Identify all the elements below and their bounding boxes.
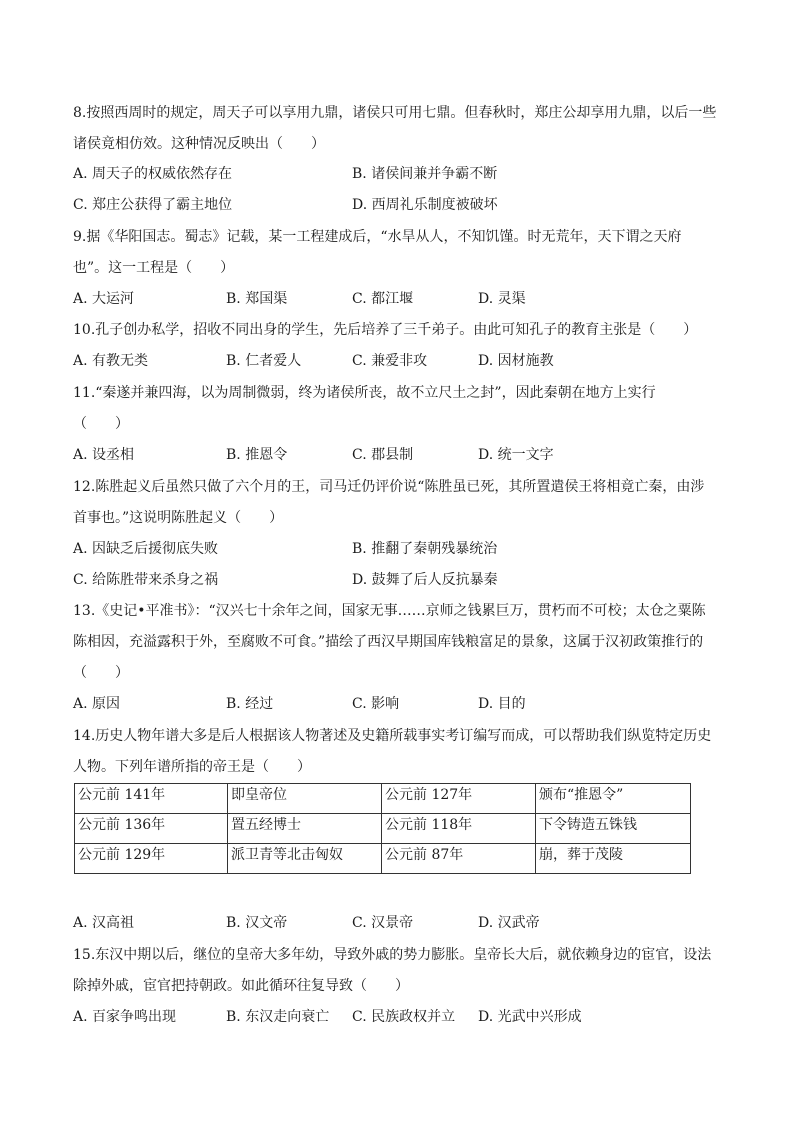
q9-option-a: A. 大运河 — [73, 291, 135, 307]
q14-option-d: D. 汉武帝 — [478, 915, 540, 931]
q8-option-a: A. 周天子的权威依然存在 — [73, 166, 233, 182]
q9-option-d: D. 灵渠 — [478, 291, 526, 307]
chronology-table — [74, 783, 691, 874]
q10-option-a: A. 有教无类 — [73, 353, 149, 369]
q12-stem-line2: 首事也。”这说明陈胜起义（ ） — [73, 510, 284, 526]
q8-option-d: D. 西周礼乐制度被破坏 — [352, 197, 498, 213]
q8-stem-line2: 诸侯竟相仿效。这种情况反映出（ ） — [73, 136, 325, 152]
q15-option-c: C. 民族政权并立 — [352, 1009, 456, 1025]
table-cell: 下令铸造五铢钱 — [536, 814, 691, 844]
table-row — [75, 784, 691, 814]
q12-option-d: D. 鼓舞了后人反抗暴秦 — [352, 572, 498, 588]
q14-option-b: B. 汉文帝 — [226, 915, 288, 931]
q12-option-a: A. 因缺乏后援彻底失败 — [73, 541, 219, 557]
q13-stem-line1: 13.《史记•平准书》：“汉兴七十余年之间，国家无事……京师之钱累巨万，贯朽而不可校；太仓之粟陈 — [73, 603, 706, 619]
q13-option-c: C. 影响 — [352, 696, 400, 712]
q11-option-b: B. 推恩令 — [226, 447, 288, 463]
table-cell: 公元前 118年 — [382, 814, 536, 844]
q15-option-d: D. 光武中兴形成 — [478, 1009, 582, 1025]
table-cell: 公元前 136年 — [75, 814, 228, 844]
q13-stem-line3: （ ） — [73, 665, 129, 681]
table-cell: 公元前 129年 — [75, 844, 228, 874]
table-cell: 即皇帝位 — [228, 784, 382, 814]
q8-option-b: B. 诸侯间兼并争霸不断 — [352, 166, 498, 182]
q14-stem-line2: 人物。下列年谱所指的帝王是（ ） — [73, 759, 311, 775]
q13-option-d: D. 目的 — [478, 696, 526, 712]
table-row — [75, 844, 691, 874]
q12-option-c: C. 给陈胜带来杀身之祸 — [73, 572, 219, 588]
q13-option-a: A. 原因 — [73, 696, 121, 712]
table-cell: 公元前 141年 — [75, 784, 228, 814]
q8-option-c: C. 郑庄公获得了霸主地位 — [73, 197, 233, 213]
q10-stem-line1: 10.孔子创办私学，招收不同出身的学生，先后培养了三千弟子。由此可知孔子的教育主张是（ ） — [73, 322, 698, 338]
q9-stem-line2: 也”。这一工程是（ ） — [73, 260, 235, 276]
q8-stem-line1: 8.按照西周时的规定，周天子可以享用九鼎，诸侯只可用七鼎。但春秋时，郑庄公却享用九鼎，以后一些 — [73, 105, 717, 121]
q9-option-c: C. 都江堰 — [352, 291, 414, 307]
table-row — [75, 814, 691, 844]
table-cell: 派卫青等北击匈奴 — [228, 844, 382, 874]
table-cell: 颁布“推恩令” — [536, 784, 691, 814]
q14-stem-line1: 14.历史人物年谱大多是后人根据该人物著述及史籍所载事实考订编写而成，可以帮助我们纵览特定历史 — [73, 728, 712, 744]
q11-option-c: C. 郡县制 — [352, 447, 414, 463]
q15-stem-line2: 除掉外戚，宦官把持朝政。如此循环往复导致（ ） — [73, 978, 409, 994]
q14-option-a: A. 汉高祖 — [73, 915, 135, 931]
table-cell: 崩，葬于茂陵 — [536, 844, 691, 874]
q13-stem-line2: 陈相因，充溢露积于外，至腐败不可食。”描绘了西汉早期国库钱粮富足的景象，这属于汉初政策推行的 — [73, 634, 704, 650]
table-cell: 置五经博士 — [228, 814, 382, 844]
q15-stem-line1: 15.东汉中期以后，继位的皇帝大多年幼，导致外戚的势力膨胀。皇帝长大后，就依赖身边的宦官，设法 — [73, 947, 712, 963]
q14-option-c: C. 汉景帝 — [352, 915, 414, 931]
q15-option-a: A. 百家争鸣出现 — [73, 1009, 177, 1025]
q11-option-a: A. 设丞相 — [73, 447, 135, 463]
q13-option-b: B. 经过 — [226, 696, 274, 712]
q10-option-c: C. 兼爱非攻 — [352, 353, 428, 369]
q15-option-b: B. 东汉走向衰亡 — [226, 1009, 330, 1025]
q9-stem-line1: 9.据《华阳国志。蜀志》记载，某一工程建成后，“水旱从人，不知饥馑。时无荒年，天下谓之天府 — [73, 229, 682, 245]
q12-option-b: B. 推翻了秦朝残暴统治 — [352, 541, 498, 557]
q10-option-d: D. 因材施教 — [478, 353, 554, 369]
q11-option-d: D. 统一文字 — [478, 447, 554, 463]
q9-option-b: B. 郑国渠 — [226, 291, 288, 307]
q10-option-b: B. 仁者爱人 — [226, 353, 302, 369]
table-cell: 公元前 127年 — [382, 784, 536, 814]
q12-stem-line1: 12.陈胜起义后虽然只做了六个月的王，司马迁仍评价说“陈胜虽已死，其所置遣侯王将相竟亡秦，由涉 — [73, 479, 705, 495]
q11-stem-line1: 11.“秦遂并兼四海，以为周制微弱，终为诸侯所丧，故不立尺土之封”，因此秦朝在地方上实行 — [73, 385, 656, 401]
table-cell: 公元前 87年 — [382, 844, 536, 874]
q11-stem-line2: （ ） — [73, 416, 129, 432]
